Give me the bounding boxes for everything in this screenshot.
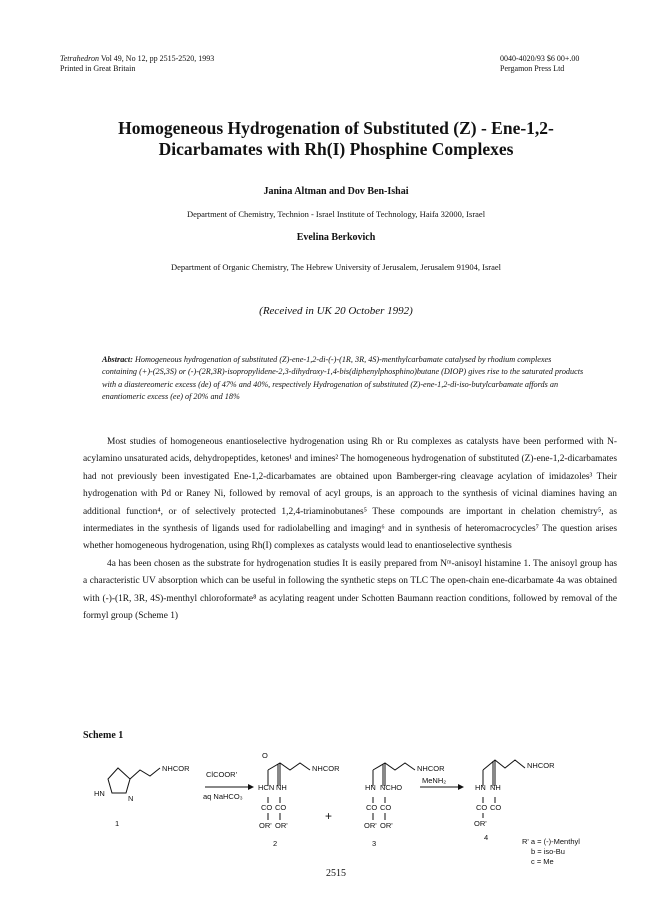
authors-primary: Janina Altman and Dov Ben-Ishai xyxy=(263,186,409,197)
journal-name: Tetrahedron xyxy=(60,54,99,63)
affiliation-technion: Department of Chemistry, Technion - Israel Institute of Technology, Haifa 32000, Israel xyxy=(186,209,486,219)
compound-4-label: 4 xyxy=(484,833,489,842)
title-line-2: Dicarbamates with Rh(I) Phosphine Complexes xyxy=(158,139,514,159)
compound-2-nh: NH xyxy=(276,783,287,792)
compound-2-co-left: CO xyxy=(261,803,273,812)
printed-in: Printed in Great Britain xyxy=(60,64,136,73)
citation-text: Vol 49, No 12, pp 2515-2520, 1993 xyxy=(98,54,215,63)
compound-3-or-right: OR' xyxy=(380,821,393,830)
compound-4-nh: NH xyxy=(490,783,501,792)
authors-secondary: Evelina Berkovich xyxy=(296,232,376,243)
plus-sign: + xyxy=(325,809,333,823)
compound-3-ncho: NCHO xyxy=(380,783,403,792)
paragraph-substrate: 4a has been chosen as the substrate for hydrogenation studies It is easily prepared from Nᵐ-anisoyl histamine 1. The anisoyl group has a characteristic UV absorption which can be useful in following the synthetic steps on TLC The open-chain ene-dicarbamate 4a was obtained with (-)-(1R, 3R, 4S)-menthyl chloroformate⁸ as acylating reagent under Schotten Baumann reaction conditions, followed by removal of the formyl group (Scheme 1) xyxy=(83,558,617,622)
reagent-chloroformate: ClCOOR' xyxy=(206,770,238,779)
legend-r-methyl: c = Me xyxy=(531,857,554,866)
compound-1-n: N xyxy=(128,794,134,803)
compound-3-co-right: CO xyxy=(380,803,392,812)
arrow-head-2-icon xyxy=(458,784,464,790)
imidazole-ring xyxy=(108,768,130,793)
reagent-bicarbonate: aq NaHCO₃ xyxy=(203,792,243,801)
article-code: 0040-4020/93 $6 00+.00 xyxy=(500,54,580,63)
compound-3-co-left: CO xyxy=(366,803,378,812)
compound-2-label: 2 xyxy=(273,839,278,848)
compound-1-nhcor: NHCOR xyxy=(162,764,190,773)
compound-2-or-right: OR' xyxy=(275,821,288,830)
compound-3-hn: HN xyxy=(365,783,376,792)
affiliation-hebrew-university: Department of Organic Chemistry, The Hebrew University of Jerusalem, Jerusalem 91904, Israel xyxy=(170,262,502,272)
abstract-text: Homogeneous hydrogenation of substituted (Z)-ene-1,2-di-(-)-(1R, 3R, 4S)-menthylcarbamate catalysed by rhodium complexes containing (+)-(2S,3S) or (-)-(2R,3R)-isopropylidene-2,3-dihydroxy-1,4-bis(diphenylphosphino)butane (DIOP) gives rise to the saturated products with a diastereomeric excess (de) of 47% and 40%, respectively Hydrogenation of substituted (Z)-ene-1,2-di-iso-butylcarbamate affords an enantiomeric excess (ee) of 20% and 18% xyxy=(102,355,584,401)
scheme-label: Scheme 1 xyxy=(83,730,124,741)
compound-4-or: OR' xyxy=(474,819,487,828)
compound-2-co-right: CO xyxy=(275,803,287,812)
page-number: 2515 xyxy=(326,868,346,879)
compound-2-hcn: HCN xyxy=(258,783,275,792)
compound-3-nhcor: NHCOR xyxy=(417,764,445,773)
compound-2-nhcor: NHCOR xyxy=(312,764,340,773)
publisher: Pergamon Press Ltd xyxy=(500,64,565,73)
compound-1-hn: HN xyxy=(94,789,105,798)
legend-r-isobutyl: b = iso-Bu xyxy=(531,847,565,856)
title-line-1: Homogeneous Hydrogenation of Substituted (Z) - Ene-1,2- xyxy=(118,118,554,138)
compound-3-label: 3 xyxy=(372,839,377,848)
abstract-label: Abstract: xyxy=(102,355,133,364)
compound-2-oxygen: O xyxy=(262,751,268,760)
compound-1-label: 1 xyxy=(115,819,120,828)
legend-r-menthyl: R' a = (-)-Menthyl xyxy=(522,837,580,846)
arrow-head-1-icon xyxy=(248,784,254,790)
compound-3-or-left: OR' xyxy=(364,821,377,830)
received-date: (Received in UK 20 October 1992) xyxy=(259,305,413,317)
compound-4-co-right: CO xyxy=(490,803,502,812)
compound-2-or-left: OR' xyxy=(259,821,272,830)
compound-4-hn: HN xyxy=(475,783,486,792)
reagent-methylamine: MeNH₂ xyxy=(422,776,447,785)
compound-4-nhcor: NHCOR xyxy=(527,761,555,770)
paragraph-introduction: Most studies of homogeneous enantioselective hydrogenation using Rh or Ru complexes as catalysts have been performed with N-acylamino unsaturated acids, dehydropeptides, ketones¹ and imines² The homogeneous hydrogenation of substituted (Z)-ene-1,2-dicarbamates had not previously been investigated Ene-1,2-dicarbamates are obtained upon Bamberger-ring cleavage acylation of imidazoles³ Their hydrogenation with Pd or Raney Ni, followed by removal of acyl groups, is an approach to the synthesis of vicinal diamines having an additional function⁴, or of selectively protected 1,2,4-triaminobutanes⁵ These compounds are important in chelation chemistry⁵, as intermediates in the synthesis of ligands used for radiolabelling and imaging⁶ and in synthesis of heteromacrocycles⁷ The question arises whether homogeneous hydrogenation, using Rh(I) complexes as catalysts would lead to enantioselective synthesis xyxy=(83,437,617,552)
compound-4-co-left: CO xyxy=(476,803,488,812)
